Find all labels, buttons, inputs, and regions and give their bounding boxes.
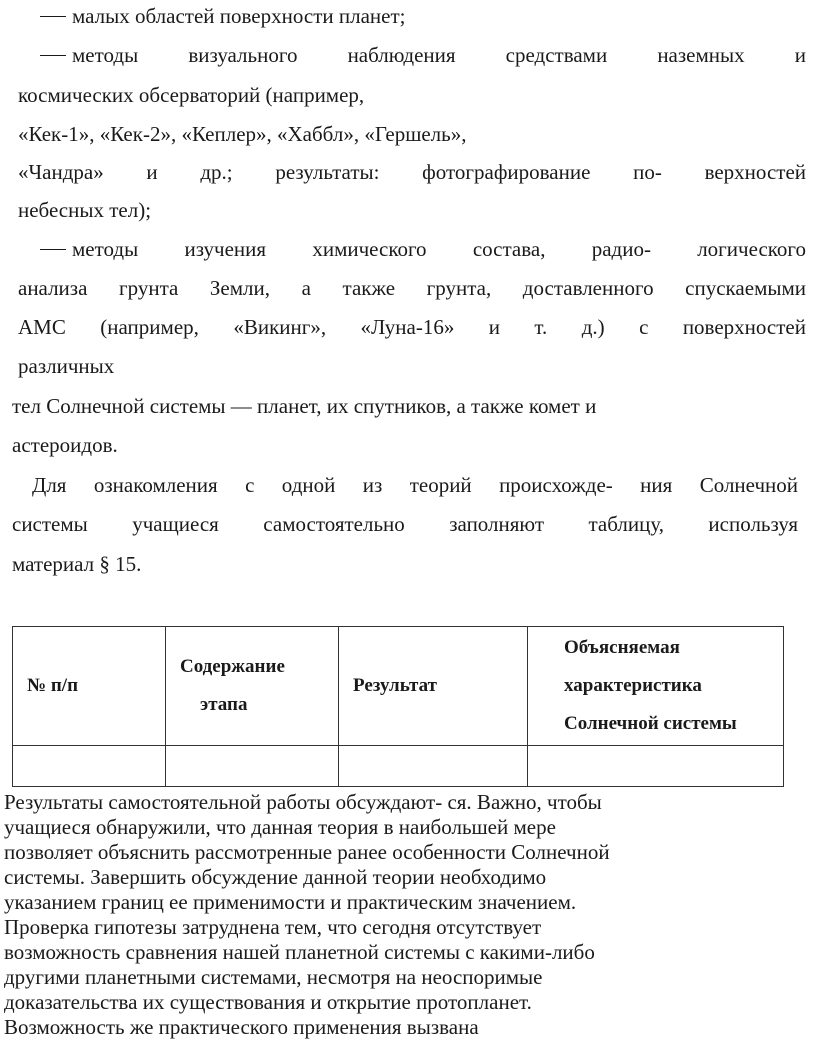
list-item-dash xyxy=(40,42,806,68)
discussion-paragraph xyxy=(4,790,804,1040)
header-cell-content xyxy=(166,627,339,746)
header-cell-number xyxy=(13,627,166,746)
text-line: АМС (например, «Викинг», «Луна-16» и т. д.) с поверхностей xyxy=(18,315,806,339)
text-line: методы визуального наблюдения средствами наземных и xyxy=(72,43,806,67)
header-text: Результат xyxy=(353,675,437,696)
text-line: малых областей поверхности планет; xyxy=(72,4,406,28)
text-line: Результаты самостоятельной работы обсуждают- ся. Важно, чтобы xyxy=(4,790,602,814)
text-line: другими планетными системами, несмотря на неоспоримые xyxy=(4,965,543,989)
stages-table xyxy=(12,626,784,787)
text-line: Возможность же практического применения вызвана xyxy=(4,1015,479,1039)
header-text: Содержание xyxy=(180,656,285,677)
text-line: учащиеся обнаружили, что данная теория в наибольшей мере xyxy=(4,815,556,839)
text-line: возможность сравнения нашей планетной системы с какими-либо xyxy=(4,940,595,964)
text-line: тел Солнечной системы — планет, их спутников, а также комет и xyxy=(12,394,597,418)
text-line: анализа грунта Земли, а также грунта, доставленного спускаемыми xyxy=(18,276,806,300)
text-line: позволяет объяснить рассмотренные ранее особенности Солнечной xyxy=(4,840,610,864)
table-row xyxy=(13,746,784,787)
dash-marker xyxy=(40,249,66,250)
text-line: астероидов. xyxy=(12,433,118,457)
text-line: различных xyxy=(18,354,115,378)
text-line: небесных тел); xyxy=(18,198,152,222)
header-text: характеристика xyxy=(564,675,702,696)
text-line: Для ознакомления с одной из теорий происхожде- ния Солнечной xyxy=(32,473,798,497)
dash-marker xyxy=(40,16,66,17)
header-cell-result xyxy=(339,627,528,746)
header-text: Объясняемая xyxy=(564,637,680,658)
text-line: указанием границ ее применимости и практическим значением. xyxy=(4,890,577,914)
text-line: «Кек-1», «Кек-2», «Кеплер», «Хаббл», «Гершель», xyxy=(18,122,467,146)
dash-marker xyxy=(40,55,66,56)
text-line: космических обсерваторий (например, xyxy=(18,83,365,107)
header-text: этапа xyxy=(200,694,248,715)
table-header-row xyxy=(13,627,784,746)
table-cell xyxy=(528,746,784,787)
text-line: Проверка гипотезы затруднена тем, что сегодня отсутствует xyxy=(4,915,542,939)
list-item-dash xyxy=(40,236,806,262)
text-line: системы. Завершить обсуждение данной теории необходимо xyxy=(4,865,547,889)
table-cell xyxy=(166,746,339,787)
list-item-dash xyxy=(40,3,405,29)
text-line: «Чандра» и др.; результаты: фотографирование по- верхностей xyxy=(18,160,806,184)
text-line: доказательства их существования и открытие протопланет. xyxy=(4,990,532,1014)
text-line: системы учащиеся самостоятельно заполняют таблицу, используя xyxy=(12,512,798,536)
text-line: материал § 15. xyxy=(12,552,142,576)
table-cell xyxy=(13,746,166,787)
header-text: Солнечной системы xyxy=(564,713,737,734)
header-cell-characteristic xyxy=(528,627,784,746)
header-text: № п/п xyxy=(27,675,79,696)
table-cell xyxy=(339,746,528,787)
text-line: методы изучения химического состава, радио- логического xyxy=(72,237,806,261)
